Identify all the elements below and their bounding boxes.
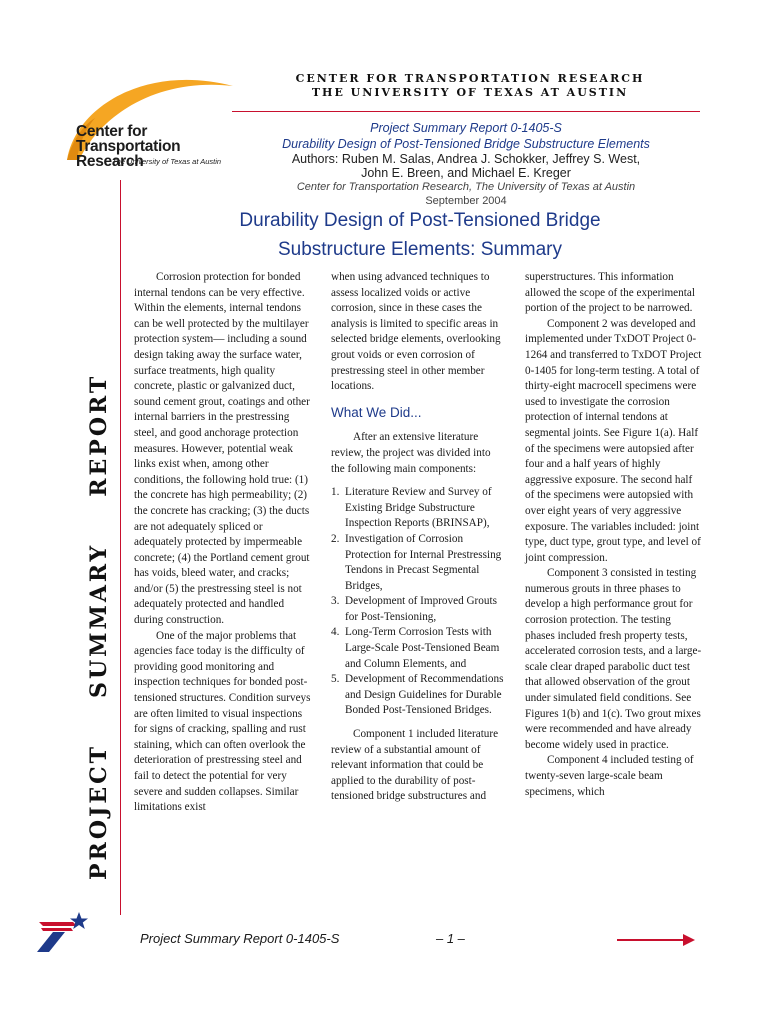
list-item-text: Development of Recommendations and Design Guidelines for Durable Bonded Post-Tensioned Bridges. (345, 673, 504, 717)
authors-line-2: John E. Breen, and Michael E. Kreger (361, 166, 571, 180)
report-id: Project Summary Report 0-1405-S (370, 121, 562, 135)
authors-line-1: Authors: Ruben M. Salas, Andrea J. Schokker, Jeffrey S. West, (291, 152, 641, 166)
list-number: 1. (331, 486, 340, 499)
body-column-1 (134, 270, 312, 816)
main-title-line-2: Substructure Elements: Summary (277, 239, 563, 260)
affiliation: Center for Transportation Research, The University of Texas at Austin (296, 181, 636, 193)
paragraph: One of the major problems that agencies face today is the difficulty of providing good monitoring and inspection techniques for bonded post-tensioned structures. Condition surveys are often limited to visual inspections for signs of cracking, spalling and rust staining, which can often overlook the deterioration of prestressing steel and fail to detect the potential for very severe and sudden collapses. Similar limitations exist (134, 629, 311, 814)
header-divider (232, 111, 700, 112)
list-item (331, 672, 505, 719)
side-label-word: SUMMARY (86, 542, 112, 698)
vertical-divider (120, 180, 121, 915)
paragraph: Component 1 included literature review of a substantial amount of relevant information that could be applied to the durability of post-tensioned bridge substructures and (331, 728, 499, 803)
paragraph: After an extensive literature review, the project was divided into the following main components: (331, 431, 491, 475)
paragraph: Corrosion protection for bonded internal tendons can be very effective. Within the elements, internal tendons can be well protected by the multilayer protection system— including a sound design taking away the surface water, surface treatments, high quality concrete, plastic or galvanized duct, sound cement grout, coatings and other internal barriers in the prestressing steel, and good anchorage protection measures. However, potential weak links exist when, among other conditions, the following hold true: (1) the concrete has high permeability; (2) the concrete has cracking; (3) the ducts are not adequately spliced or adequately protected by impermeable concrete; (4) the Portland cement grout has voids, bleed water, and cracks; and/or (5) the prestressing steel is not adequately protected and handled during construction. (134, 271, 310, 627)
section-heading: What We Did... (331, 404, 422, 420)
txdot-star-logo-icon (35, 908, 90, 953)
list-number: 5. (331, 673, 340, 686)
side-label (86, 374, 112, 880)
report-title: Durability Design of Post-Tensioned Bridge Substructure Elements (282, 137, 650, 151)
page-number: – 1 – (436, 931, 465, 946)
list-item (331, 625, 505, 672)
side-label-word: REPORT (86, 373, 112, 497)
list-number: 3. (331, 595, 340, 608)
paragraph: Component 3 consisted in testing numerous grouts in three phases to develop a high performance grout for corrosion protection. The testing phases included fresh property tests, accelerated corrosion tests, and a large-scale clear draped parabolic duct test that allowed observation of the grout under simulated field conditions. See Figures 1(b) and 1(c). Two grout mixes were recommended and have already become widely used in practice. (525, 567, 702, 751)
paragraph: Component 2 was developed and implemented under TxDOT Project 0-1264 and transferred to TxDOT Project 0-1405 for long-term testing. A total of thirty-eight macrocell specimens were used to investigate the corrosion protection of internal tendons at segmental joints. See Figure 1(a). Half of the specimens were autopsied after four and a half years of highly aggressive exposure. The second half of the specimens were autopsied with over eight years of very aggressive exposure. The variables included: joint type, duct type, grout type, and level of joint compression. (525, 317, 702, 564)
body-column-3 (525, 270, 703, 800)
list-item (331, 532, 505, 594)
list-item-text: Development of Improved Grouts for Post-Tensioning, (345, 595, 497, 623)
next-page-arrow-icon (617, 933, 697, 947)
institution-line-2: THE UNIVERSITY OF TEXAS AT AUSTIN (311, 86, 629, 99)
body-column-2 (331, 270, 505, 805)
list-number: 4. (331, 626, 340, 639)
logo-title: Center for Transportation Research (76, 123, 181, 170)
paragraph: when using advanced techniques to assess localized voids or active corrosion, since in these cases the analysis is limited to specific areas in selected bridge elements, overlooking grout voids or even corrosion of prestressing steel in other member locations. (331, 271, 501, 393)
footer-report-id: Project Summary Report 0-1405-S (140, 931, 340, 946)
list-number: 2. (331, 532, 340, 545)
list-item (331, 594, 505, 625)
paragraph: Component 4 included testing of twenty-seven large-scale beam specimens, which (525, 754, 694, 798)
institution-line-1: CENTER FOR TRANSPORTATION RESEARCH (295, 72, 645, 85)
paragraph: superstructures. This information allowed the scope of the experimental portion of the project to be narrowed. (525, 271, 695, 315)
list-item-text: Investigation of Corrosion Protection for Internal Prestressing Tendons in Precast Segmental Bridges, (345, 532, 502, 592)
component-list (331, 485, 505, 719)
side-label-word: PROJECT (86, 743, 112, 880)
list-item-text: Long-Term Corrosion Tests with Large-Scale Post-Tensioned Beam and Column Elements, and (345, 626, 500, 670)
publication-date: September 2004 (425, 195, 507, 207)
logo-subtitle: The University of Texas at Austin (112, 157, 222, 166)
list-item-text: Literature Review and Survey of Existing Bridge Substructure Inspection Reports (BRINSAP), (345, 486, 492, 530)
list-item (331, 485, 505, 532)
main-title-line-1: Durability Design of Post-Tensioned Bridge (239, 210, 601, 231)
